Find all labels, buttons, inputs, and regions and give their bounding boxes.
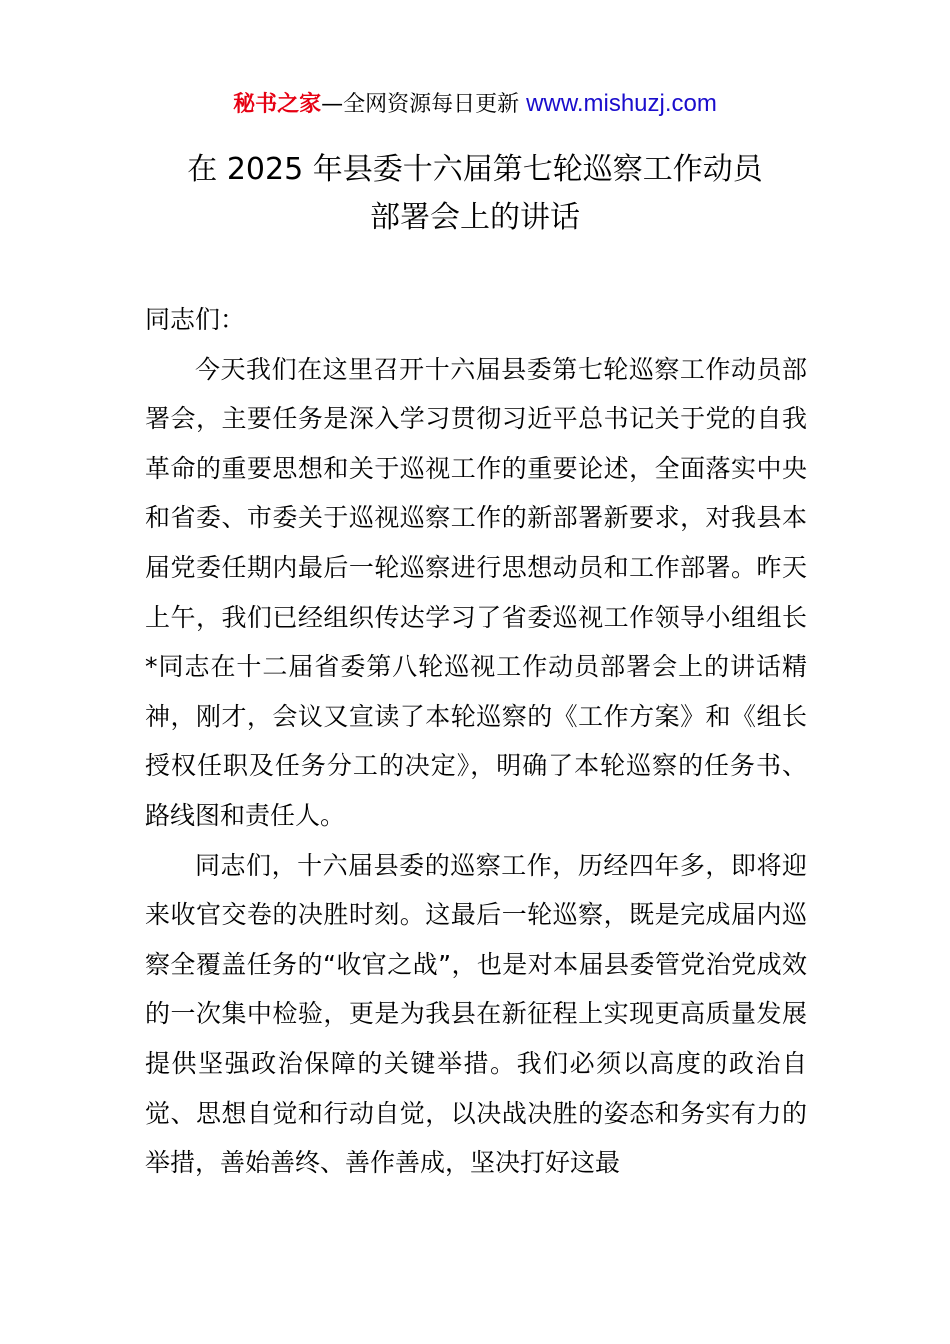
- document-title: [0, 146, 950, 242]
- paragraph-2: 同志们，十六届县委的巡察工作，历经四年多，即将迎来收官交卷的决胜时刻。这最后一轮巡察，既是完成届内巡察全覆盖任务的“收官之战”，也是对本届县委管党治党成效的一次集中检验，更是为我县在新征程上实现更高质量发展提供坚强政治保障的关键举措。我们必须以高度的政治自觉、思想自觉和行动自觉，以决战决胜的姿态和务实有力的举措，善始善终、善作善成，坚决打好这最: [145, 850, 807, 1178]
- document-body: [145, 295, 807, 1188]
- header-tagline: —全网资源每日更新: [321, 92, 527, 117]
- title-line-2: 部署会上的讲话: [370, 200, 580, 235]
- paragraph-1: 今天我们在这里召开十六届县委第七轮巡察工作动员部署会，主要任务是深入学习贯彻习近平总书记关于党的自我革命的重要思想和关于巡视工作的重要论述，全面落实中央和省委、市委关于巡视巡察工作的新部署新要求，对我县本届党委任期内最后一轮巡察进行思想动员和工作部署。昨天上午，我们已经组织传达学习了省委巡视工作领导小组组长*同志在十二届省委第八轮巡视工作动员部署会上的讲话精神，刚才，会议又宣读了本轮巡察的《工作方案》和《组长授权任职及任务分工的决定》，明确了本轮巡察的任务书、路线图和责任人。: [145, 354, 807, 830]
- salutation: 同志们：: [145, 305, 246, 334]
- brand-name: 秘书之家: [233, 92, 322, 117]
- title-line-1: 在 2025 年县委十六届第七轮巡察工作动员: [187, 152, 763, 187]
- site-url-link[interactable]: www.mishuzj.com: [526, 90, 717, 117]
- site-header: [0, 88, 950, 121]
